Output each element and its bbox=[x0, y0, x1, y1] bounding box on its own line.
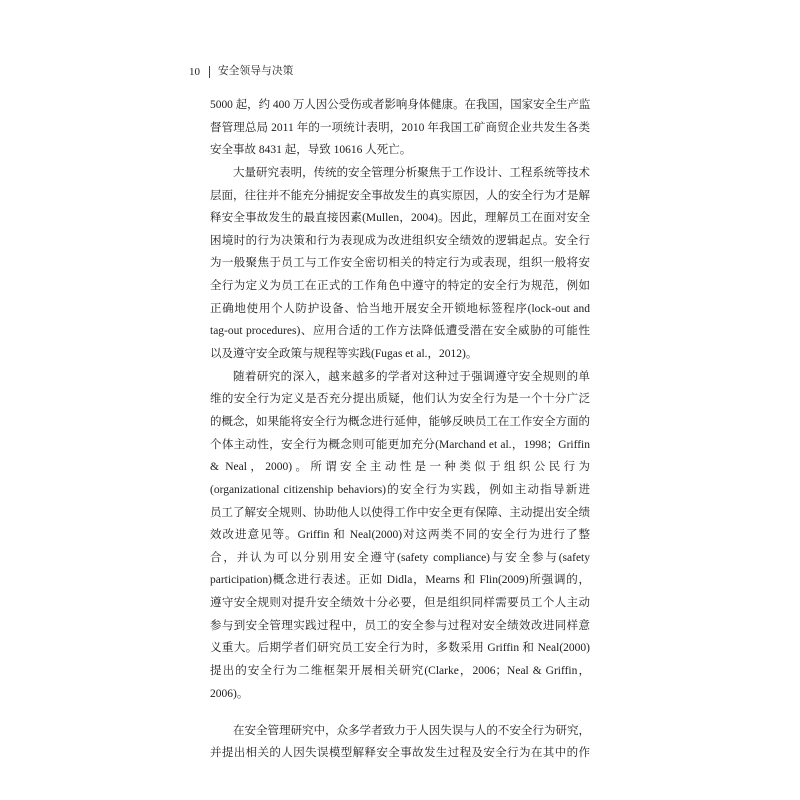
text-line: 在安全管理研究中，众多学者致力于人因失误与人的不安全行为研究， bbox=[233, 724, 590, 737]
text-line: 层面，往往并不能充分捕捉安全事故发生的真实原因，人的安全行为才是解 bbox=[210, 189, 590, 202]
paragraph bbox=[210, 162, 590, 366]
text-line: 并提出相关的人因失误模型解释安全事故发生过程及安全行为在其中的作 bbox=[210, 747, 590, 760]
paragraph bbox=[210, 720, 590, 765]
text-line: & Neal，2000)。所谓安全主动性是一种类似于组织公民行为 bbox=[210, 461, 590, 474]
text-line: 全行为定义为员工在正式的工作角色中遵守的特定的安全行为规范，例如 bbox=[210, 280, 590, 293]
text-line: 大量研究表明，传统的安全管理分析聚焦于工作设计、工程系统等技术 bbox=[233, 166, 590, 179]
text-line: 督管理总局 2011 年的一项统计表明，2010 年我国工矿商贸企业共发生各类 bbox=[210, 121, 590, 134]
text-line: 员工了解安全规则、协助他人以使得工作中安全更有保障、主动提出安全绩 bbox=[210, 506, 590, 519]
text-line: 个体主动性，安全行为概念则可能更加充分(Marchand et al.，1998；Griffin bbox=[210, 438, 590, 451]
running-title: 安全领导与决策 bbox=[218, 66, 294, 77]
text-line: 参与到安全管理实践过程中，员工的安全参与过程对安全绩效改进同样意 bbox=[210, 619, 590, 632]
text-line: 5000 起，约 400 万人因公受伤或者影响身体健康。在我国，国家安全生产监 bbox=[210, 99, 591, 111]
text-line: 效改进意见等。Griffin 和 Neal(2000)对这两类不同的安全行为进行了整 bbox=[210, 529, 590, 542]
paragraph bbox=[210, 366, 590, 706]
text-line: 随着研究的深入，越来越多的学者对这种过于强调遵守安全规则的单 bbox=[233, 370, 590, 383]
text-line: 维的安全行为定义是否充分提出质疑，他们认为安全行为是一个十分广泛 bbox=[210, 393, 590, 406]
text-line: 义重大。后期学者们研究员工安全行为时，多数采用 Griffin 和 Neal(2000) bbox=[210, 642, 590, 655]
text-line: 困境时的行为决策和行为表现成为改进组织安全绩效的逻辑起点。安全行 bbox=[210, 234, 590, 247]
header-divider bbox=[209, 66, 210, 78]
text-line: 的概念，如果能将安全行为概念进行延伸，能够反映员工在工作安全方面的 bbox=[210, 415, 590, 428]
text-line: (organizational citizenship behaviors)的安全行为实践，例如主动指导新进 bbox=[210, 483, 590, 496]
text-line: 遵守安全规则对提升安全绩效十分必要，但是组织同样需要员工个人主动 bbox=[210, 597, 590, 610]
page-number: 10 bbox=[189, 66, 200, 78]
text-line: 合，并认为可以分别用安全遵守(safety compliance)与安全参与(safety bbox=[210, 551, 590, 564]
text-line: 提出的安全行为二维框架开展相关研究(Clarke，2006；Neal & Griffin， bbox=[210, 665, 590, 678]
text-line: 安全事故 8431 起，导致 10616 人死亡。 bbox=[210, 144, 412, 157]
text-line: participation)概念进行表述。正如 Didla，Mearns 和 Flin(2009)所强调的， bbox=[210, 574, 590, 587]
text-line: 释安全事故发生的最直接因素(Mullen，2004)。因此，理解员工在面对安全 bbox=[210, 212, 590, 225]
text-line: 正确地使用个人防护设备、恰当地开展安全开锁地标签程序(lock-out and bbox=[210, 302, 590, 315]
body-text bbox=[210, 94, 590, 765]
text-line: 2006)。 bbox=[210, 687, 249, 700]
text-line: 以及遵守安全政策与规程等实践(Fugas et al.，2012)。 bbox=[210, 348, 478, 361]
text-line: 为一般聚焦于员工与工作安全密切相关的特定行为或表现，组织一般将安 bbox=[210, 257, 590, 270]
text-line: tag-out procedures)、应用合适的工作方法降低遭受潜在安全威胁的可能性 bbox=[210, 325, 590, 338]
paragraph bbox=[210, 94, 590, 162]
